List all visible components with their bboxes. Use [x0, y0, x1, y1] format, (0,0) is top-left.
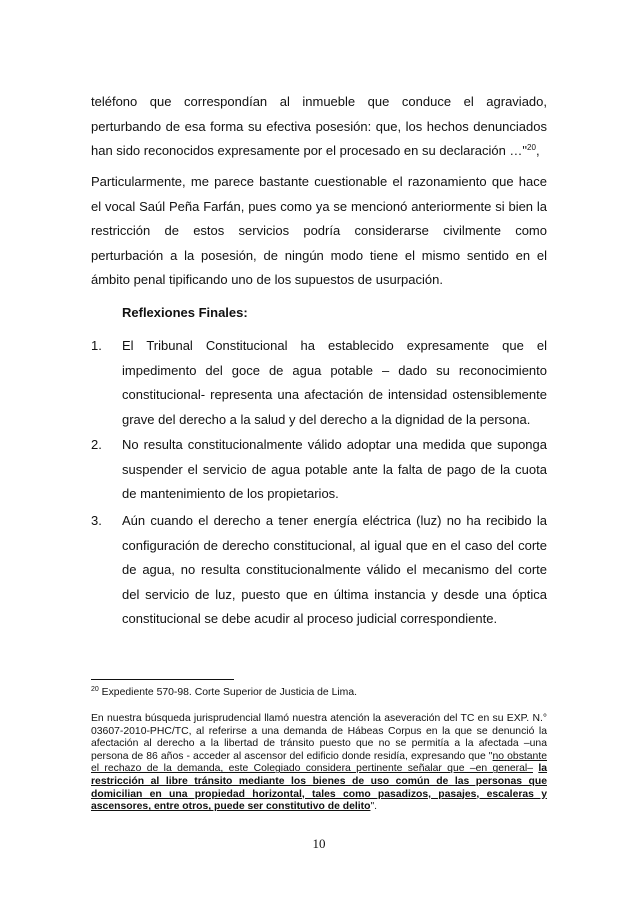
footnote-note-end: ".	[370, 801, 378, 813]
paragraph-1-end: ,	[535, 143, 540, 158]
paragraph-2: Particularmente, me parece bastante cuestionable el razonamiento que hace el vocal Saúl Peña Farfán, pues como ya se mencionó anteriormente si bien la restricción de estos servicios podría considerarse civilmente como perturbación a la posesión, de ningún modo tiene el mismo sentido en el ámbito penal tipificando uno de los supuestos de usurpación.	[91, 174, 547, 287]
footnote-number: 20	[91, 686, 99, 693]
list-item	[91, 433, 547, 507]
footnote-note-text: En nuestra búsqueda jurisprudencial llamó nuestra atención la aseveración del TC en su EXP. N.° 03607-2010-PHC/TC, al referirse a una demanda de Hábeas Corpus en la que se denunció la afectación al derecho a la libertad de tránsito puesto que no se permitía a la afectada –una persona de 86 años - acceder al ascensor del edificio donde residía, expresando que "	[91, 713, 547, 762]
list-item	[91, 509, 547, 632]
section-heading: Reflexiones Finales:	[122, 305, 248, 320]
footnote-text: Expediente 570-98. Corte Superior de Justicia de Lima.	[98, 687, 357, 698]
page-number: 10	[312, 836, 326, 851]
footnote-note	[91, 713, 547, 814]
list-item	[91, 334, 547, 432]
footnote-entry	[91, 687, 547, 700]
list-item-text: El Tribunal Constitucional ha establecido expresamente que el impedimento del goce de agua potable – dado su reconocimiento constitucional- representa una afectación de intensidad ostensiblemente grave del derecho a la salud y del derecho a la dignidad de la persona.	[122, 338, 547, 427]
list-item-number: 2.	[91, 437, 102, 452]
list-item-number: 3.	[91, 513, 102, 528]
paragraph-continuation	[91, 90, 547, 164]
list-item-number: 1.	[91, 338, 102, 353]
paragraph-1-text: teléfono que correspondían al inmueble que conduce el agraviado, perturbando de esa forma su efectiva posesión: que, los hechos denunciados han sido reconocidos expresamente por el procesado en su declaración …"	[91, 94, 547, 158]
footnote-note-underlined: no obstante el rechazo de la demanda, este Colegiado considera pertinente señalar que –en general–	[91, 750, 548, 775]
list-item-text: No resulta constitucionalmente válido adoptar una medida que suponga suspender el servicio de agua potable ante la falta de pago de la cuota de mantenimiento de los propietarios.	[122, 437, 547, 501]
footnote-reference[interactable]: 20	[527, 143, 536, 152]
footnote-note-emphasis: la restricción al libre tránsito mediante los bienes de uso común de las personas que domicilian en una propiedad horizontal, tales como pasadizos, pasajes, escaleras y ascensores, entre otros, puede ser constitutivo de delito	[91, 763, 548, 813]
list-item-text: Aún cuando el derecho a tener energía eléctrica (luz) no ha recibido la configuración de derecho constitucional, al igual que en el caso del corte de agua, no resulta constitucionalmente válido el mecanismo del corte del servicio de luz, puesto que en última instancia y desde una óptica constitucional se debe acudir al proceso judicial correspondiente.	[122, 513, 547, 626]
footnote-separator	[91, 679, 234, 680]
